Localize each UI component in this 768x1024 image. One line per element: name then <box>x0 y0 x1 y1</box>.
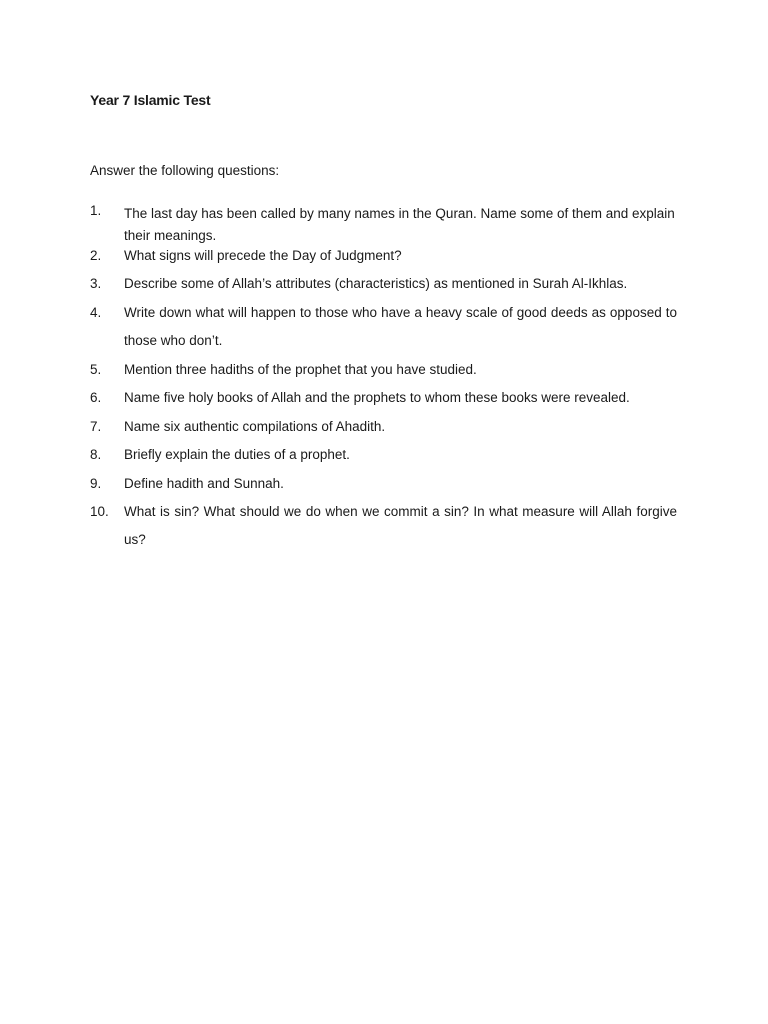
question-number: 7. <box>90 419 102 434</box>
question-text: The last day has been called by many names in the Quran. Name some of them and explain their meanings. <box>124 206 675 243</box>
question-number: 8. <box>90 447 102 462</box>
question-6 <box>90 390 677 405</box>
question-4 <box>90 299 677 355</box>
question-text: Name six authentic compilations of Ahadith. <box>124 419 386 434</box>
question-text: Write down what will happen to those who have a heavy scale of good deeds as opposed to those who don’t. <box>124 305 677 348</box>
question-8 <box>90 447 677 462</box>
question-7 <box>90 419 677 434</box>
question-2 <box>90 248 677 263</box>
page-title: Year 7 Islamic Test <box>90 92 211 108</box>
question-1 <box>90 203 677 247</box>
question-10 <box>90 498 677 554</box>
question-number: 9. <box>90 476 102 491</box>
instructions: Answer the following questions: <box>90 163 280 178</box>
question-9 <box>90 476 677 491</box>
question-text: Describe some of Allah’s attributes (characteristics) as mentioned in Surah Al-Ikhlas. <box>124 276 628 291</box>
question-number: 6. <box>90 390 102 405</box>
question-3 <box>90 276 677 291</box>
question-text: What signs will precede the Day of Judgment? <box>124 248 402 263</box>
question-text: Define hadith and Sunnah. <box>124 476 284 491</box>
question-number: 1. <box>90 203 102 218</box>
question-number: 5. <box>90 362 102 377</box>
question-5 <box>90 362 677 377</box>
question-number: 4. <box>90 305 102 320</box>
question-text: What is sin? What should we do when we commit a sin? In what measure will Allah forgive us? <box>124 504 677 547</box>
question-text: Briefly explain the duties of a prophet. <box>124 447 350 462</box>
question-text: Name five holy books of Allah and the prophets to whom these books were revealed. <box>124 390 630 405</box>
question-text: Mention three hadiths of the prophet that you have studied. <box>124 362 477 377</box>
question-number: 10. <box>90 504 109 519</box>
question-number: 2. <box>90 248 102 263</box>
question-number: 3. <box>90 276 102 291</box>
